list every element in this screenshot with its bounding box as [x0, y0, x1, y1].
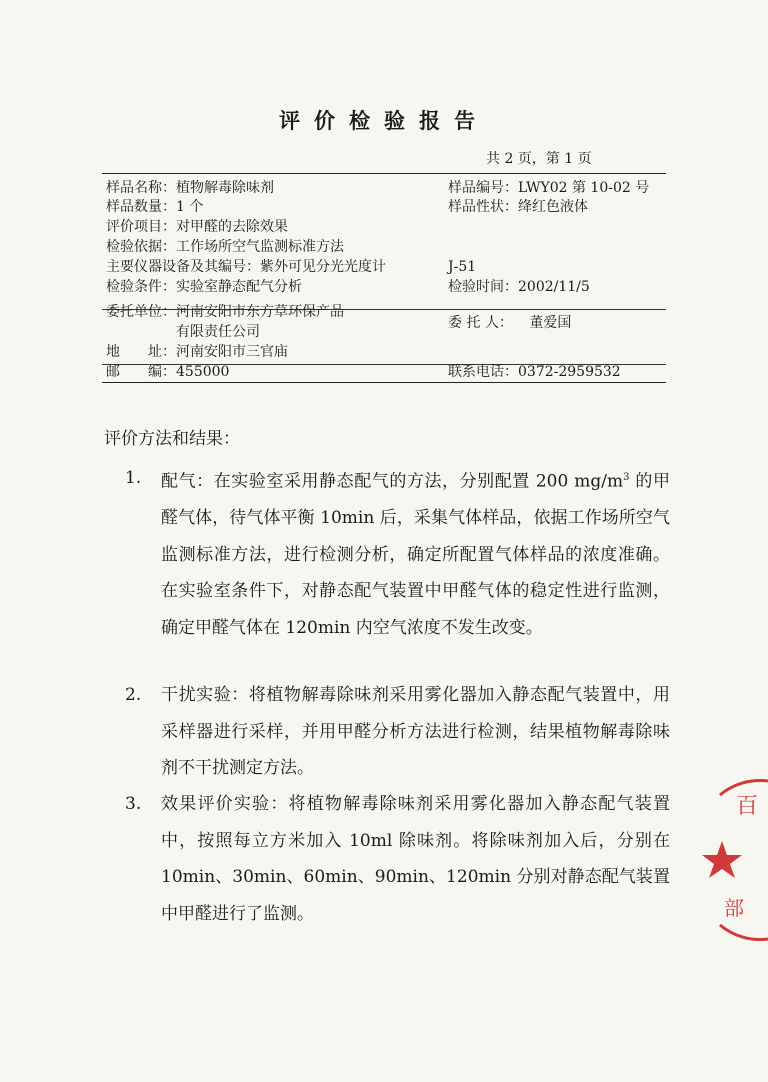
sample-state-label: 样品性状： [448, 199, 518, 215]
official-seal [700, 775, 768, 945]
seal-graphic [700, 775, 768, 945]
instrument-label: 主要仪器设备及其编号： [106, 259, 260, 275]
instrument-field [106, 258, 386, 276]
client-field-cont [176, 323, 260, 341]
star-icon [702, 841, 742, 878]
sample-no-label: 样品编号： [448, 180, 518, 196]
seal-text-bottom: 部 [724, 896, 744, 920]
page-info: 共 2 页，第 1 页 [486, 151, 592, 167]
list-item [125, 677, 670, 787]
sample-qty-label: 样品数量： [106, 199, 176, 215]
seal-text-top: 百 [736, 794, 759, 819]
condition-field [106, 278, 302, 296]
seal-arc [720, 925, 768, 940]
list-item [125, 786, 670, 932]
address-field [106, 343, 288, 361]
item-text-part: 的甲醛气体，待气体平衡 10min 后，采集气体样品，依据工作场所空气监测标准方法，进行检测分析，确定所配置气体样品的浓度准确。在实验室条件下，对静态配气装置中甲醛气体的稳定性进行监测，确定甲醛气体在 120min 内空气浓度不发生改变。 [161, 471, 671, 638]
section-title: 评价方法和结果： [104, 429, 240, 449]
sample-state-field [448, 198, 588, 216]
eval-item-value: 对甲醛的去除效果 [176, 219, 288, 235]
principal-value: 董爱国 [529, 315, 572, 331]
instrument-value: 紫外可见分光光度计 [260, 259, 386, 275]
sample-qty-field [106, 198, 203, 216]
basis-value: 工作场所空气监测标准方法 [176, 239, 344, 255]
postcode-field [106, 363, 229, 381]
item-text: 效果评价实验：将植物解毒除味剂采用雾化器加入静态配气装置中，按照每立方米加入 10ml 除味剂。将除味剂加入后，分别在 10min、30min、60min、90min、120min 分别对静态配气装置中甲醛进行了监测。 [161, 794, 670, 924]
seal-arc [720, 780, 768, 795]
item-number: 1. [125, 468, 142, 488]
eval-item-label: 评价项目： [106, 219, 176, 235]
phone-field [448, 363, 621, 381]
client-field [106, 303, 344, 321]
test-time-value: 2002/11/5 [518, 279, 590, 295]
item-number: 2. [125, 685, 142, 705]
sample-info-table [102, 173, 666, 383]
item-text-part: 配气：在实验室采用静态配气的方法，分别配置 200 mg/m [161, 471, 624, 492]
item-text: 干扰实验：将植物解毒除味剂采用雾化器加入静态配气装置中，用采样器进行采样，并用甲醛分析方法进行检测，结果植物解毒除味剂不干扰测定方法。 [161, 685, 670, 778]
test-time-field [448, 278, 590, 296]
sample-name-field [106, 179, 274, 197]
sample-no-value: LWY02 第 10-02 号 [518, 180, 650, 196]
basis-field [106, 238, 344, 256]
postcode-label: 邮 编： [106, 364, 176, 380]
item-number: 3. [125, 794, 142, 814]
phone-label: 联系电话： [448, 364, 518, 380]
phone-value: 0372-2959532 [518, 364, 621, 380]
client-label: 委托单位： [106, 304, 176, 320]
address-label: 地 址： [106, 344, 176, 360]
postcode-value: 455000 [176, 364, 230, 380]
address-value: 河南安阳市三官庙 [176, 344, 288, 360]
condition-value: 实验室静态配气分析 [176, 279, 302, 295]
client-value-line1: 河南安阳市东方草环保产品 [176, 304, 344, 320]
instrument-no-value: J-51 [448, 259, 477, 275]
item-text [161, 460, 670, 646]
sample-state-value: 绛红色液体 [518, 199, 588, 215]
condition-label: 检验条件： [106, 279, 176, 295]
basis-label: 检验依据： [106, 239, 176, 255]
list-item [125, 460, 670, 646]
sample-no-field [448, 179, 649, 197]
eval-item-field [106, 218, 288, 236]
superscript: 3 [623, 472, 630, 483]
client-value-line2: 有限责任公司 [176, 324, 260, 340]
report-title: 评价检验报告 [279, 108, 489, 133]
sample-qty-value: 1 个 [176, 199, 204, 215]
principal-field [448, 314, 571, 332]
test-time-label: 检验时间： [448, 279, 518, 295]
sample-name-value: 植物解毒除味剂 [176, 180, 274, 196]
sample-name-label: 样品名称： [106, 180, 176, 196]
principal-label: 委 托 人： [448, 315, 513, 331]
instrument-no-field [448, 258, 476, 276]
